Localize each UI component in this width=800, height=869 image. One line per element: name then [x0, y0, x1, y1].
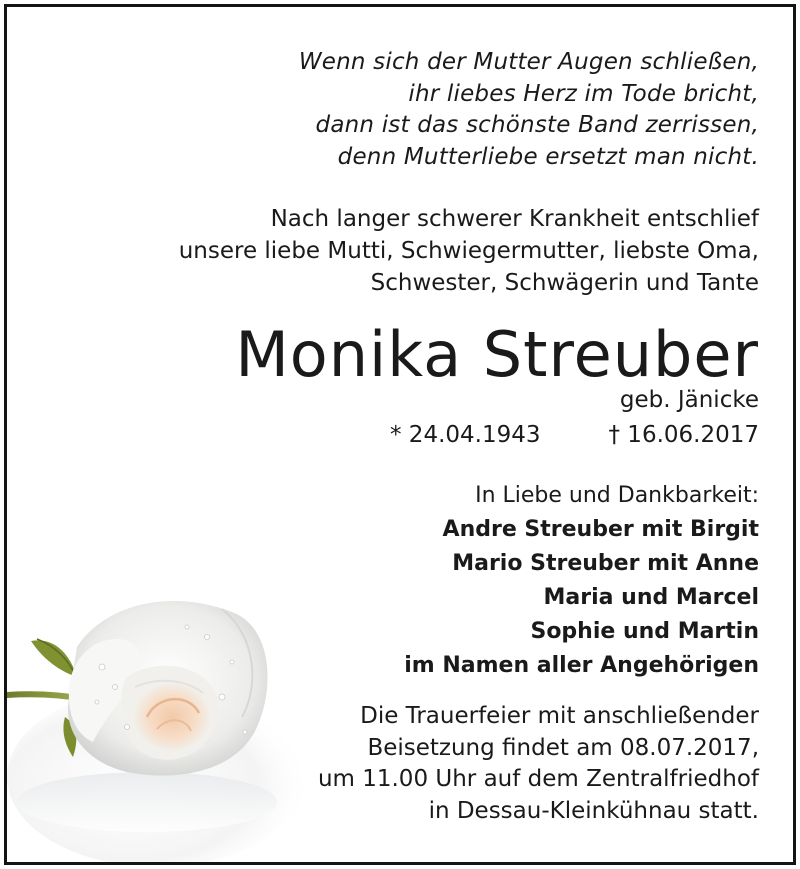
intro-text — [179, 203, 759, 299]
maiden-name: geb. Jänicke — [619, 387, 759, 413]
mourner-name: Mario Streuber mit Anne — [452, 551, 759, 576]
mourner-name: Andre Streuber mit Birgit — [442, 517, 759, 542]
intro-line: Nach langer schwerer Krankheit entschlief — [270, 206, 759, 232]
service-line: Die Trauerfeier mit anschließender — [360, 703, 759, 729]
intro-line: Schwester, Schwägerin und Tante — [370, 270, 759, 296]
deceased-name: Monika Streuber — [235, 318, 759, 391]
intro-line: unsere liebe Mutti, Schwiegermutter, liebste Oma, — [178, 238, 759, 264]
white-rose-icon — [7, 567, 307, 862]
poem-line: dann ist das schönste Band zerrissen, — [315, 112, 759, 138]
funeral-service-info — [318, 701, 759, 827]
poem-line: ihr liebes Herz im Tode bricht, — [408, 80, 759, 107]
obituary-notice — [4, 4, 796, 865]
service-line: in Dessau-Kleinkühnau statt. — [428, 797, 759, 824]
service-line: um 11.00 Uhr auf dem Zentralfriedhof — [317, 766, 759, 792]
mourner-name: im Namen aller Angehörigen — [404, 653, 759, 678]
mourners — [404, 479, 759, 683]
poem — [299, 47, 759, 173]
death-date: † 16.06.2017 — [608, 422, 759, 448]
service-line: Beisetzung findet am 08.07.2017, — [367, 734, 759, 761]
mourners-heading: In Liebe und Dankbarkeit: — [475, 483, 759, 508]
poem-line: Wenn sich der Mutter Augen schließen, — [298, 49, 759, 75]
birth-date: * 24.04.1943 — [390, 422, 541, 448]
mourner-name: Maria und Marcel — [543, 585, 759, 610]
life-dates — [390, 417, 759, 453]
mourner-name: Sophie und Martin — [530, 619, 759, 644]
poem-line: denn Mutterliebe ersetzt man nicht. — [337, 143, 759, 170]
